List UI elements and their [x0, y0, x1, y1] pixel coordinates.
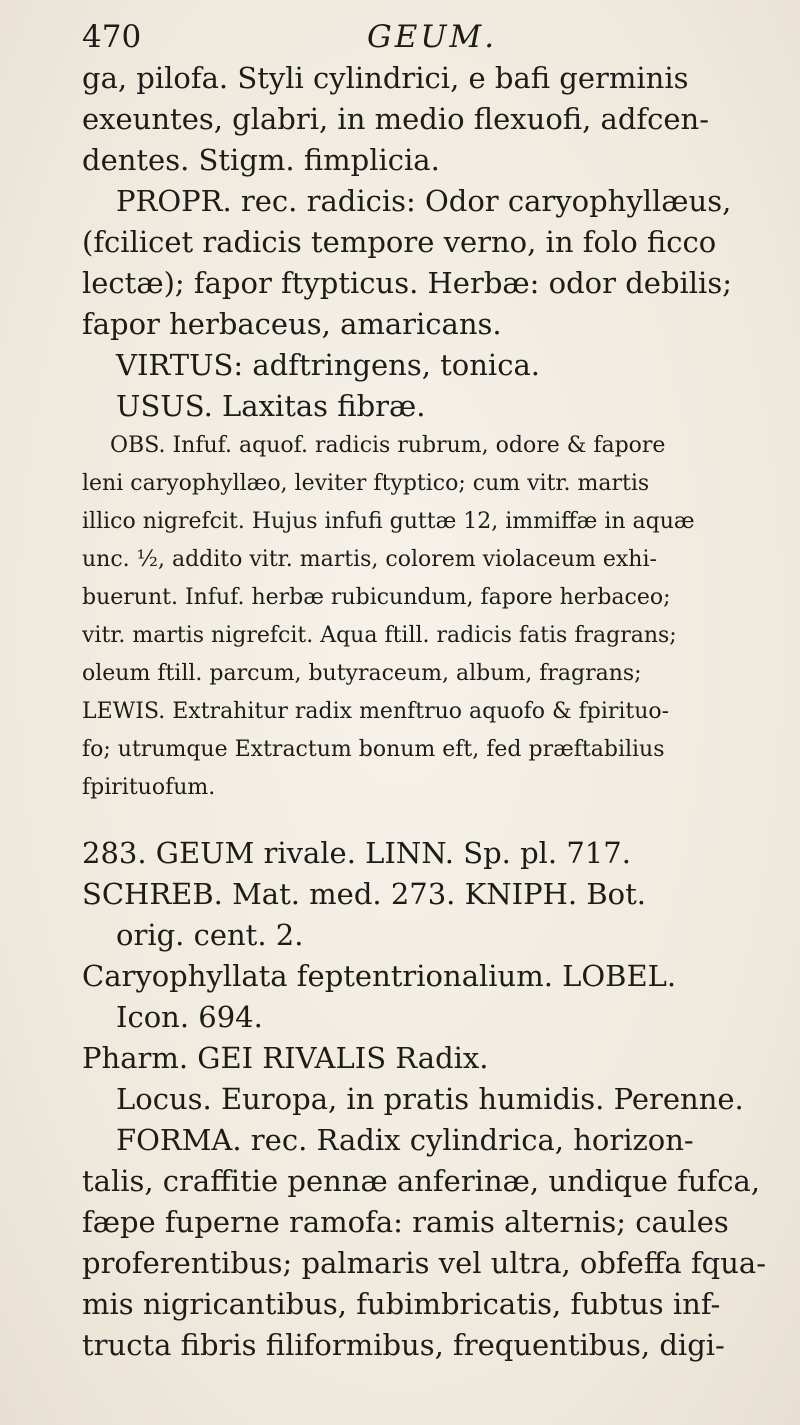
- text-line: ga, pilofa. Styli cylindrici, e bafi germinis: [82, 61, 689, 95]
- text-line: orig. cent. 2.: [116, 918, 304, 952]
- text-line: dentes. Stigm. fimplicia.: [82, 143, 440, 177]
- page-number: 470: [82, 19, 142, 55]
- text-line: fo; utrumque Extractum bonum eft, fed præftabilius: [82, 737, 665, 762]
- text-line: exeuntes, glabri, in medio flexuofi, adfcen-: [82, 102, 710, 136]
- text-line: SCHREB. Mat. med. 273. KNIPH. Bot.: [82, 877, 646, 911]
- text-line: lectæ); fapor ftypticus. Herbæ: odor debilis;: [82, 266, 732, 300]
- text-line: VIRTUS: adftringens, tonica.: [116, 348, 540, 382]
- text-line: buerunt. Infuf. herbæ rubicundum, fapore herbaceo;: [82, 585, 671, 610]
- text-line: oleum ftill. parcum, butyraceum, album, fragrans;: [82, 661, 642, 686]
- text-line: OBS. Infuf. aquof. radicis rubrum, odore & fapore: [110, 433, 666, 458]
- running-title: GEUM.: [367, 19, 498, 55]
- text-line: LEWIS. Extrahitur radix menftruo aquofo & fpirituo-: [82, 699, 670, 724]
- text-line: Locus. Europa, in pratis humidis. Perenne.: [116, 1082, 744, 1116]
- page-header: [82, 14, 762, 60]
- text-line: fæpe fuperne ramofa: ramis alternis; caules: [82, 1205, 729, 1239]
- text-line: Icon. 694.: [116, 1000, 263, 1034]
- text-line: tructa fibris filiformibus, frequentibus, digi-: [82, 1328, 725, 1362]
- text-line: (fcilicet radicis tempore verno, in folo ficco: [82, 225, 717, 259]
- text-line: Caryophyllata feptentrionalium. LOBEL.: [82, 959, 677, 993]
- text-line: talis, craffitie pennæ anferinæ, undique fufca,: [82, 1164, 761, 1198]
- text-line: Pharm. GEI RIVALIS Radix.: [82, 1041, 489, 1075]
- text-line: 283. GEUM rivale. LINN. Sp. pl. 717.: [82, 836, 631, 870]
- paragraph-gap: [82, 807, 772, 833]
- text-line: PROPR. rec. radicis: Odor caryophyllæus,: [116, 184, 732, 218]
- text-line: proferentibus; palmaris vel ultra, obfeffa fqua-: [82, 1246, 767, 1280]
- text-line: leni caryophyllæo, leviter ftyptico; cum vitr. martis: [82, 471, 650, 496]
- text-line: vitr. martis nigrefcit. Aqua ftill. radicis fatis fragrans;: [82, 623, 677, 648]
- text-line: fapor herbaceus, amaricans.: [82, 307, 502, 341]
- text-line: unc. ½, addito vitr. martis, colorem violaceum exhi-: [82, 547, 657, 572]
- text-line: FORMA. rec. Radix cylindrica, horizon-: [116, 1123, 694, 1157]
- text-line: illico nigrefcit. Hujus infufi guttæ 12, immiffæ in aquæ: [82, 509, 695, 534]
- text-line: USUS. Laxitas fibræ.: [116, 389, 426, 423]
- text-line: fpirituofum.: [82, 775, 216, 800]
- body-text: [82, 58, 772, 1366]
- text-line: mis nigricantibus, fubimbricatis, fubtus inf-: [82, 1287, 721, 1321]
